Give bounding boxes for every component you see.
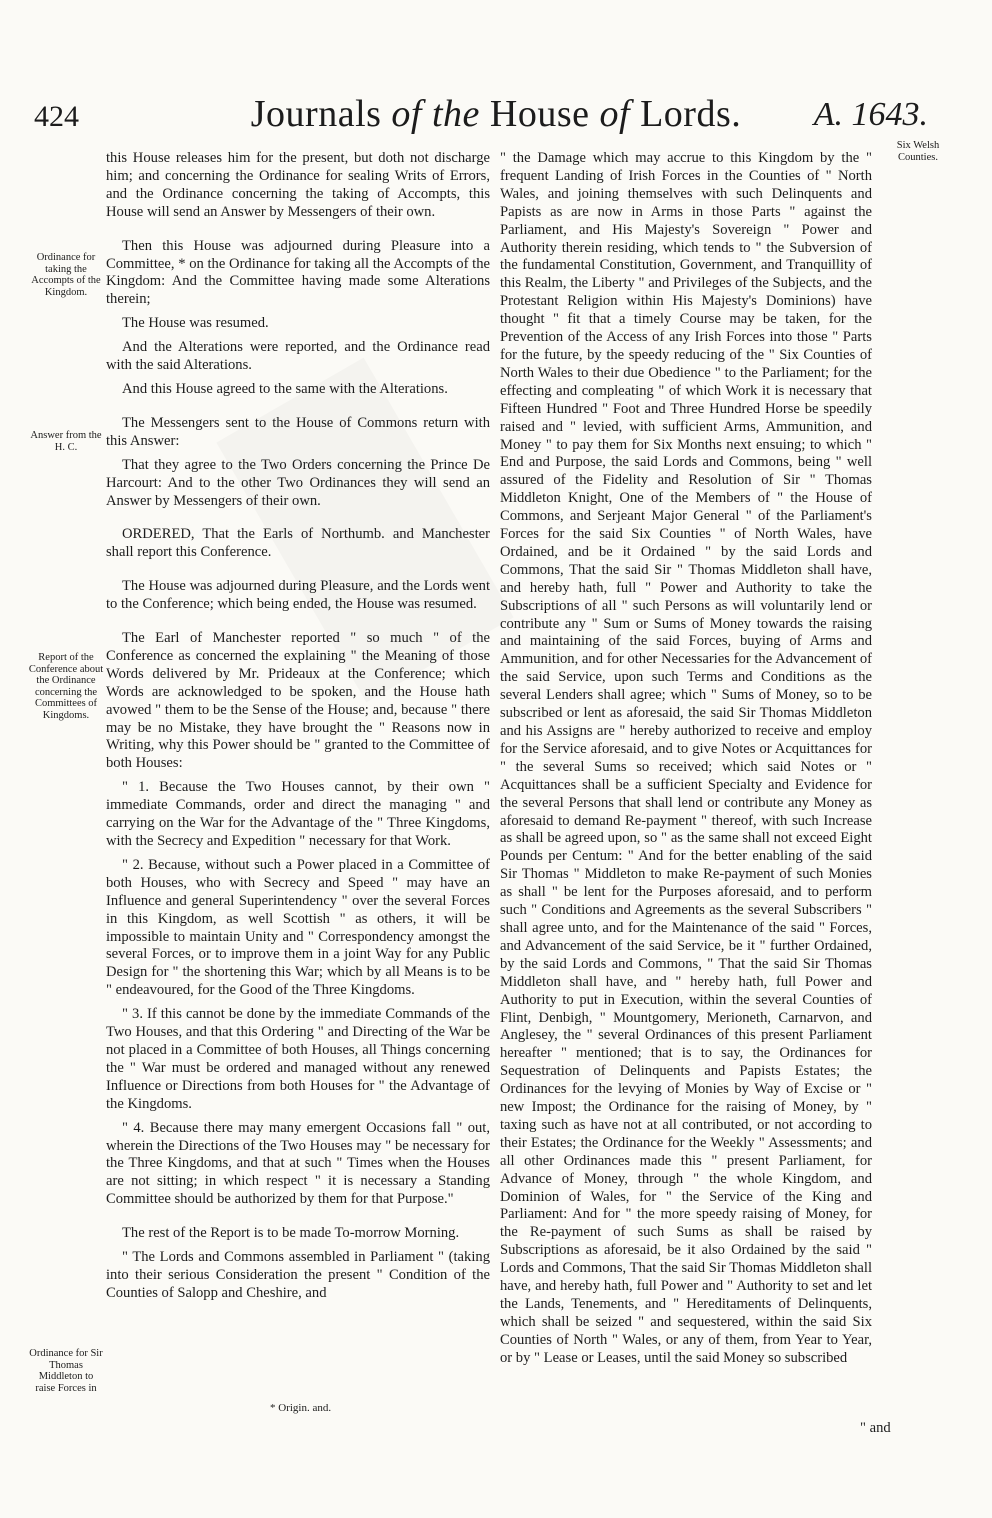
paragraph: " 3. If this cannot be done by the immediate Commands of the Two Houses, and that this Ordering " and Directing of the War be not placed in a Committee of both Houses, all Things concerning the " War must be ordered and managed without any renewed Influence or Directions from both Houses for " the Advantage of the Kingdoms. — [106, 1006, 490, 1112]
paragraph: Then this House was adjourned during Pleasure into a Committee, * on the Ordinance for taking all the Accompts of the Kingdom: And the Committee having made some Alterations therein; — [106, 237, 490, 308]
paragraph: " 2. Because, without such a Power placed in a Committee of both Houses, who with Secrecy and Speed " may have an Influence and general Superintendency " over the several Forces in this Kingdom, as well Scottish " as others, it will be impossible to maintain Unity and " Correspondency amongst the several Forces, or to improve them in a joint Way for any Public Design for " the shortening this War; which by all Means is to be " endeavoured, for the Good of the Three Kingdoms. — [106, 856, 490, 999]
paragraph: The House was adjourned during Pleasure, and the Lords went to the Conference; which being ended, the House was resumed. — [106, 578, 490, 613]
title-part: House — [479, 93, 600, 135]
paragraph: That they agree to the Two Orders concerning the Prince De Harcourt: And to the other Two Ordinances they will send an Answer by Messengers of their own. — [106, 456, 490, 509]
footnote: * Origin. and. — [270, 1402, 332, 1414]
page-number: 424 — [34, 100, 79, 133]
paragraph: " 1. Because the Two Houses cannot, by their own " immediate Commands, order and direct the managing " and carrying on the War for the Advantage of the " Three Kingdoms, with the Secrecy and Expedition " necessary for that Work. — [106, 779, 490, 849]
paragraph: The rest of the Report is to be made To-morrow Morning. — [122, 1225, 460, 1242]
title-part: Journals — [250, 93, 392, 135]
paragraph: " 4. Because there may many emergent Occasions fall " out, wherein the Directions of the Two Houses may " be necessary for the Three Kingdoms, and that at such " Times when the Houses are not sitting; in which respect " it is necessary a Standing Committee should be authorized by them for that Purpose." — [106, 1119, 490, 1208]
margin-note-answer-hc: Answer from the H. C. — [30, 430, 102, 453]
margin-note-ordinance-middleton: Ordinance for Sir Thomas Middleton to raise Forces in — [29, 1348, 103, 1394]
paragraph: And the Alterations were reported, and the Ordinance read with the said Alterations. — [106, 339, 490, 374]
paragraph: " the Damage which may accrue to this Kingdom by the " frequent Landing of Irish Forces in the Counties of " North Wales, and joining themselves with such Delinquents and Papists as are now in Arms in those Parts " against the Parliament, and His Majesty's Sovereign " Power and Authority therein residing, which tends to " the Subversion of the fundamental Constitution, Government, and Tranquillity of this Realm, the Liberty " and Privileges of the Subjects, and the Protestant Religion within His Majesty's Dominions) have thought " fit that a timely Course may be taken, for the Prevention of the Access of any Irish Forces into those " Parts for the future, by the speedy reducing of the " Six Counties of North Wales to their due Obedience " to the Parliament; for the effecting and compleating " of which Work it is necessary that Fifteen Hundred " Foot and Three Hundred Horse be speedily raised and " levied, with sufficient Arms, Ammunition, and Money " to pay them for Six Months next ensuing; to which " End and Purpose, the said Lords and Commons, being " well assured of the Fidelity and Resolution of Sir " Thomas Middleton Knight, One of the Members of " the House of Commons, and Serjeant Major General " of the Parliament's Forces for the said Six Counties " of North Wales, have Ordained, and be it Ordained " by the said Lords and Commons, That the said Sir " Thomas Middleton shall have, and hereby hath, full " Power and Authority to take the Subscriptions of all " such Persons as will voluntarily lend or contribute any " Sum or Sums of Money towards the raising and maintaining of the said Forces, buying of Arms and Ammunition, and for other Necessaries for the Advancement of the said Service, upon such Terms and Conditions as the several Lenders shall agree; which " Sums of Money, so to be subscribed or lent as aforesaid, the said Sir Thomas Middleton and his Assigns are " hereby authorized to receive and employ for the Service aforesaid, and to give Notes or Acquittances for " the several Sums so received; which said Notes or " Acquittances shall be a sufficient Specialty and Evidence for the several Persons that shall lend or contribute any Money as aforesaid to demand Re-payment " thereof, with such Increase as shall be agreed upon, so " as the same shall not exceed Eight Pounds per Centum: " And for the better enabling of the said Sir Thomas " Middleton to make Re-payment of such Monies as shall " be lent for the Purposes aforesaid, and to perform such " Conditions and Agreements as the several Subscribers " shall agree unto, and for the Maintenance of the said " Forces, and Advancement of the said Service, be it " further Ordained, by the said Lords and Commons, " That the said Sir Thomas Middleton shall have, and " hereby hath, full Power and Authority to put in Execution, within the several Counties of Flint, Denbigh, " Mountgomery, Merioneth, Carnarvon, and Anglesey, the " several Ordinances of this present Parliament hereafter " mentioned; that is to say, the Ordinances for Sequestration of Delinquents and Papists Estates; the Ordinances for the levying of Monies by Way of Excise or " new Impost; the Ordinance for the raising of Money, by " taxing such as have not at all contributed, or not according to their Estates; the Ordinance for the Weekly " Assessments; and all other Ordinances made this " present Parliament, for Advance of Money, through " the whole Kingdom, and Dominion of Wales, for " the Service of the King and Parliament: And for " the more speedy raising of Money, for the Re-payment of such Sums as shall be raised by Subscriptions as aforesaid, be it also Ordained by the said " Lords and Commons, That the said Sir Thomas Middleton shall have, and hereby hath, full Power and " Authority to set and let the Lands, Tenements, and " Hereditaments of Delinquents, which shall be seized " and sequestered, within the said Six Counties of North " Wales, or any of them, from Year to Year, or by " Lease or Leases, until the said Money so subscribed — [500, 150, 872, 1366]
title-part: of — [599, 93, 631, 135]
year: A. 1643. — [813, 96, 928, 133]
paragraph: The House was resumed. — [122, 315, 269, 332]
margin-note-six-welsh: Six Welsh Counties. — [896, 140, 940, 163]
right-column — [500, 150, 872, 1374]
catchword: " and — [860, 1420, 891, 1436]
title-part: Lords. — [630, 93, 742, 135]
paragraph: The Earl of Manchester reported " so much " of the Conference as concerned the explaining " the Meaning of those Words delivered by Mr. Prideaux at the Conference; which Words are acknowledged to be spoken, and the House hath avowed " them to be the Sense of the House; and, because " there may be no Mistake, they have brought the " Reasons now in Writing, why this Power should be " granted to the Committee of both Houses: — [106, 630, 490, 772]
page-header — [0, 0, 992, 140]
paragraph: " The Lords and Commons assembled in Parliament " (taking into their serious Consideration the present " Condition of the Counties of Salopp and Cheshire, and — [106, 1249, 490, 1301]
paragraph: ORDERED, That the Earls of Northumb. and Manchester shall report this Conference. — [106, 526, 490, 561]
paragraph: And this House agreed to the same with the Alterations. — [122, 380, 448, 397]
paragraph: this House releases him for the present, but doth not discharge him; and concerning the Ordinance for sealing Writs of Errors, and the Ordinance concerning the taking of Accompts, this House will send an Answer by Messengers of their own. — [106, 150, 490, 220]
title-part: of the — [391, 93, 480, 135]
left-column — [106, 150, 490, 1309]
margin-note-report-conference: Report of the Conference about the Ordinance concerning the Committees of Kingdoms. — [28, 652, 104, 721]
paragraph: The Messengers sent to the House of Commons return with this Answer: — [106, 414, 490, 449]
margin-note-ordinance-accompts: Ordinance for taking the Accompts of the Kingdom. — [31, 252, 101, 298]
